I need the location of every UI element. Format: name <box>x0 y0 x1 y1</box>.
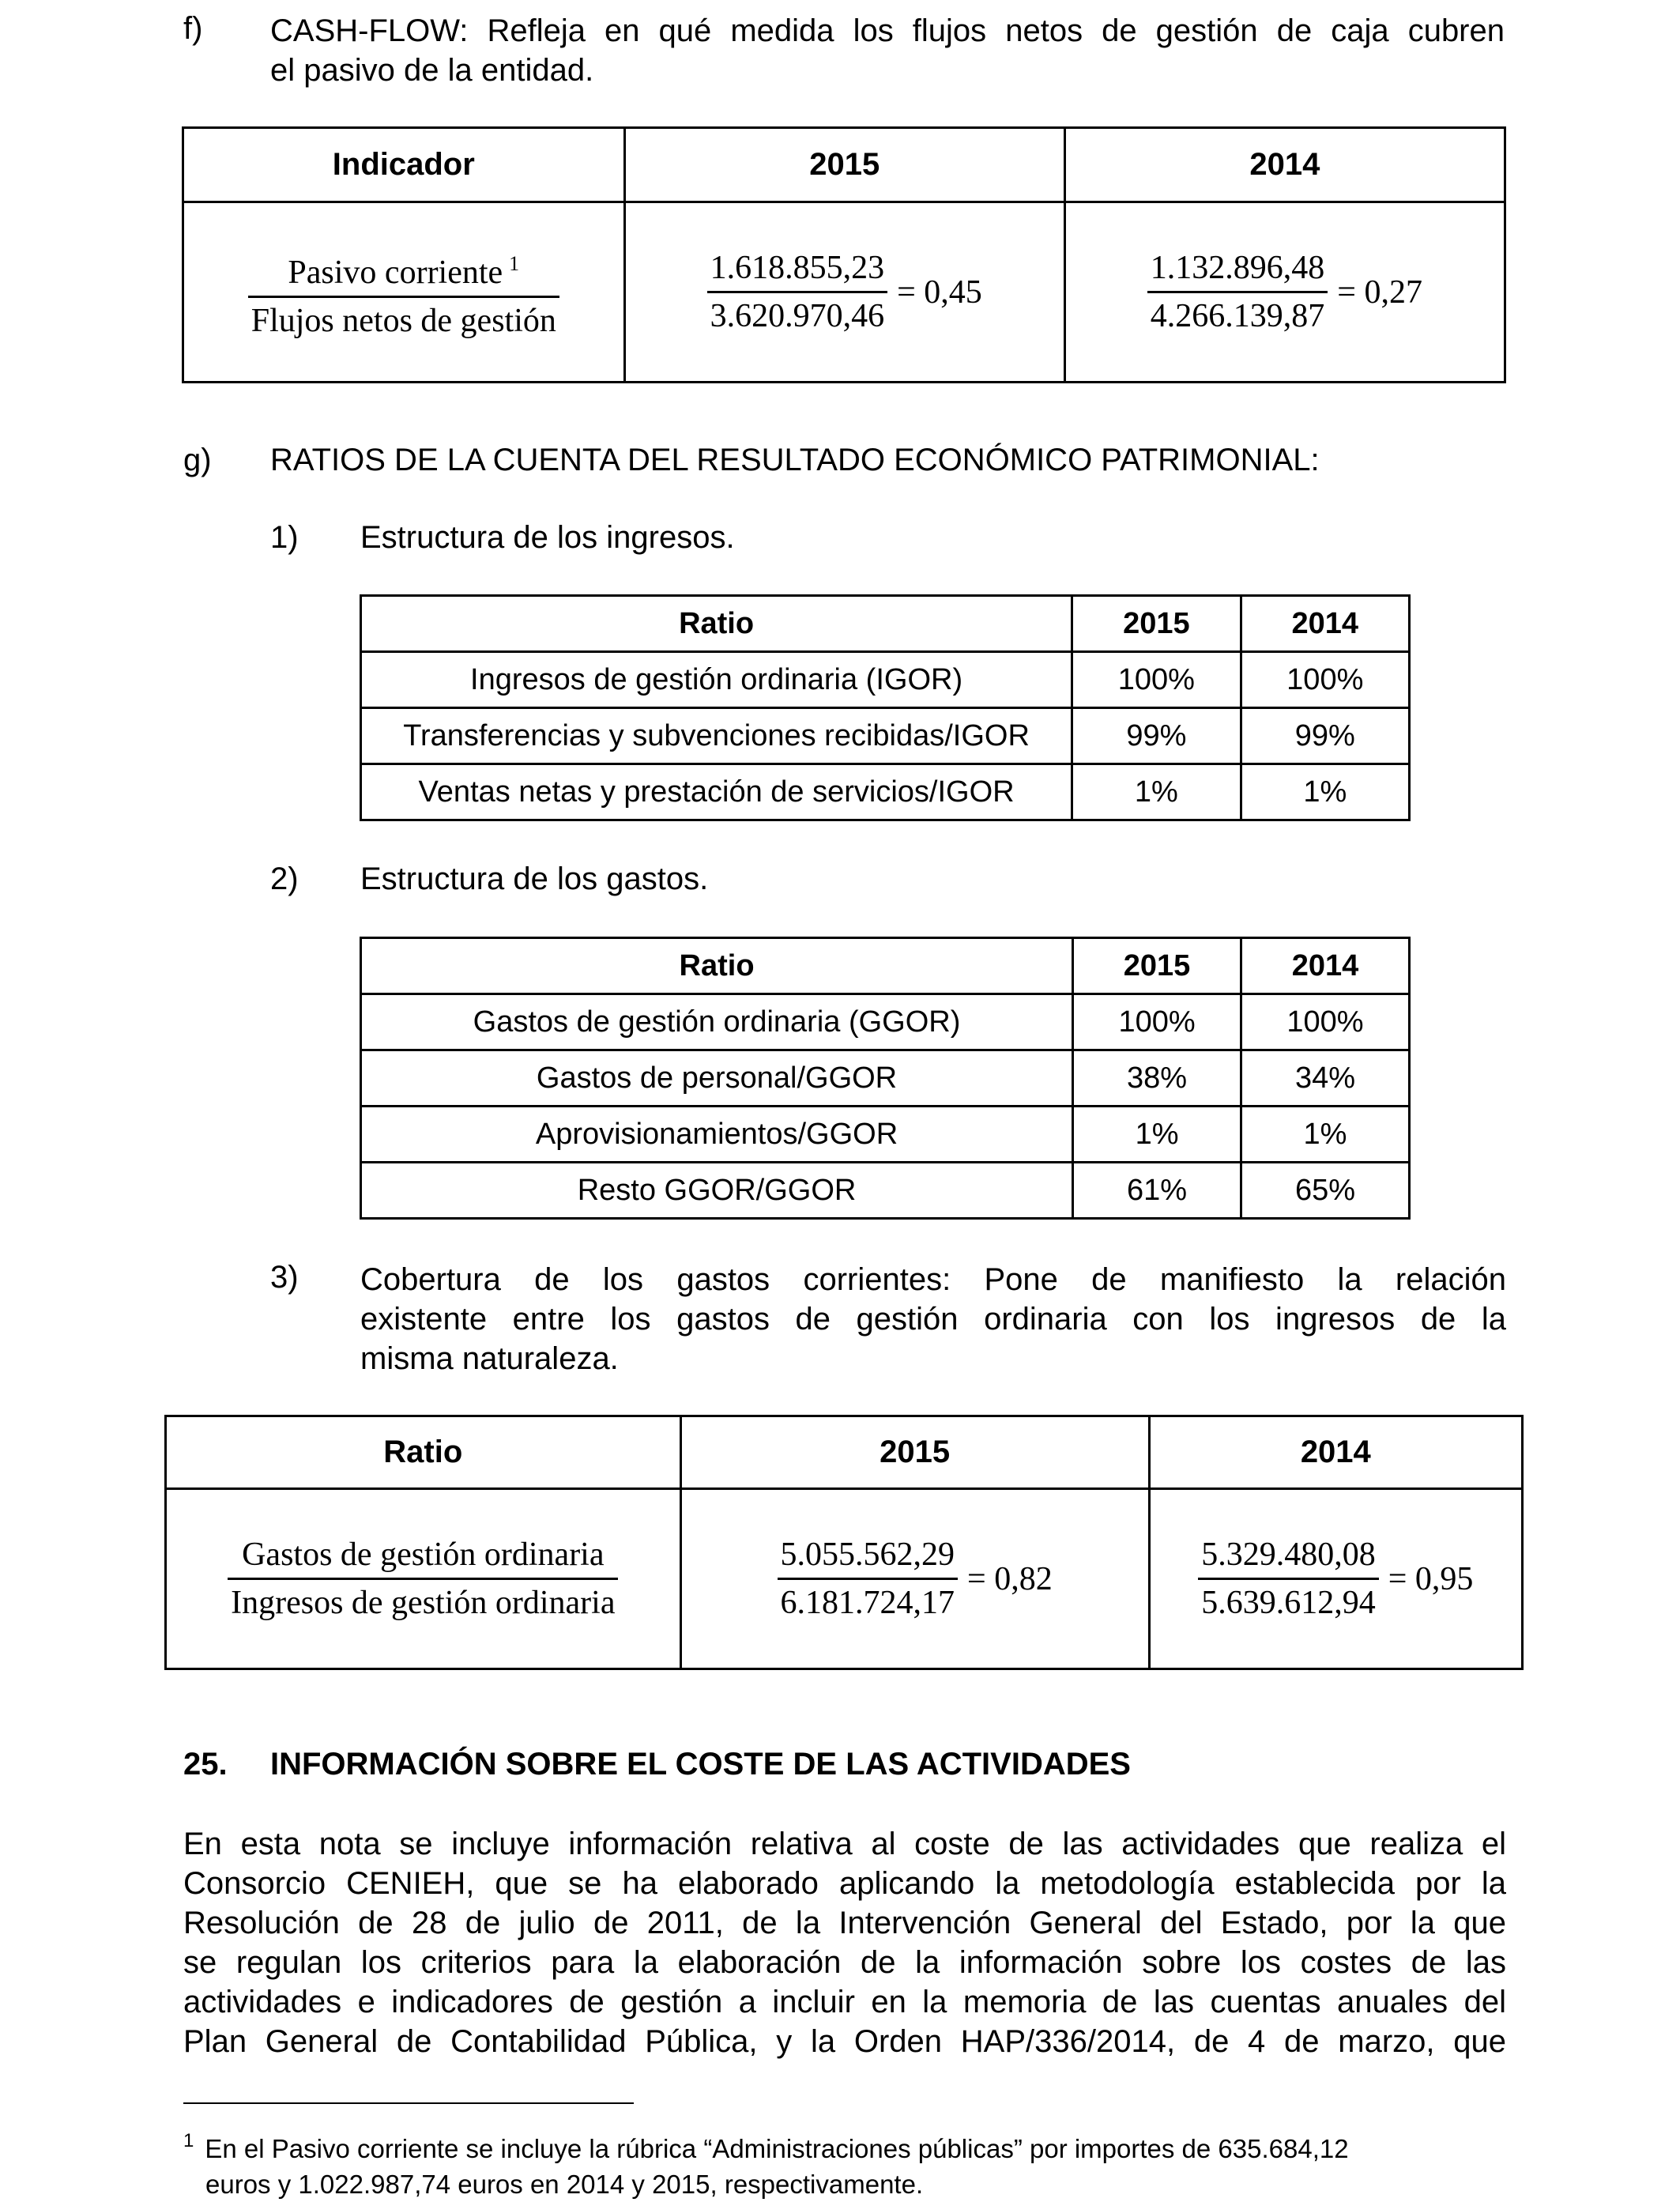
table-row <box>361 994 1410 1050</box>
cobertura-2015-formula <box>680 1489 1149 1669</box>
ingresos-row-2-2015: 99% <box>1072 708 1241 764</box>
section-g-label: g) <box>183 443 212 477</box>
gastos-row-4-name: Resto GGOR/GGOR <box>361 1163 1073 1219</box>
ingresos-header-ratio: Ratio <box>361 596 1072 652</box>
gastos-row-2-name: Gastos de personal/GGOR <box>361 1050 1073 1107</box>
footnote <box>183 2123 1527 2202</box>
cobertura-line-1: Cobertura de los gastos corrientes: Pone de manifiesto la relación <box>360 1262 1506 1297</box>
cobertura-table <box>164 1415 1524 1670</box>
section-g-title: RATIOS DE LA CUENTA DEL RESULTADO ECONÓMICO PATRIMONIAL: <box>270 443 1320 477</box>
gastos-title: Estructura de los gastos. <box>360 862 709 896</box>
ingresos-row-2-2014: 99% <box>1241 708 1409 764</box>
cashflow-header-2014: 2014 <box>1064 128 1505 202</box>
gastos-table <box>360 937 1411 1220</box>
footnote-marker: 1 <box>183 2130 194 2151</box>
section-25-body <box>183 1824 1506 2061</box>
cashflow-indicator-numerator: Pasivo corriente <box>288 254 503 291</box>
cobertura-2015-numerator: 5.055.562,29 <box>780 1536 955 1573</box>
gastos-row-3-2015: 1% <box>1073 1107 1241 1163</box>
gastos-row-2-2014: 34% <box>1241 1050 1410 1107</box>
gastos-row-1-name: Gastos de gestión ordinaria (GGOR) <box>361 994 1073 1050</box>
gastos-row-1-2014: 100% <box>1241 994 1410 1050</box>
footnote-line-1: En el Pasivo corriente se incluye la rúbrica “Administraciones públicas” por importes de 635.684,12 <box>205 2134 1349 2163</box>
cashflow-2014-formula <box>1064 202 1505 383</box>
table-row <box>361 652 1410 708</box>
cobertura-2014-denominator: 5.639.612,94 <box>1198 1578 1379 1621</box>
section-f-text <box>270 11 1505 90</box>
ingresos-header-2015: 2015 <box>1072 596 1241 652</box>
ingresos-label: 1) <box>270 520 299 555</box>
footnote-ref-1: 1 <box>509 251 520 275</box>
cobertura-header-2015: 2015 <box>680 1416 1149 1489</box>
cashflow-header-2015: 2015 <box>624 128 1064 202</box>
ingresos-title: Estructura de los ingresos. <box>360 520 735 555</box>
gastos-label: 2) <box>270 862 299 896</box>
cashflow-indicator-denominator: Flujos netos de gestión <box>248 296 559 339</box>
cobertura-header-2014: 2014 <box>1149 1416 1522 1489</box>
table-row <box>361 764 1410 820</box>
gastos-row-2-2015: 38% <box>1073 1050 1241 1107</box>
section-f-line-2: el pasivo de la entidad. <box>270 53 594 88</box>
ingresos-row-3-2014: 1% <box>1241 764 1409 820</box>
gastos-row-3-2014: 1% <box>1241 1107 1410 1163</box>
gastos-row-1-2015: 100% <box>1073 994 1241 1050</box>
table-row <box>361 1107 1410 1163</box>
cobertura-header-ratio: Ratio <box>166 1416 681 1489</box>
gastos-header-2014: 2014 <box>1241 938 1410 994</box>
cobertura-2014-numerator: 5.329.480,08 <box>1201 1536 1376 1573</box>
section-25-line-2: Consorcio CENIEH, que se ha elaborado aplicando la metodología establecida por la <box>183 1866 1506 1901</box>
ingresos-row-2-name: Transferencias y subvenciones recibidas/IGOR <box>361 708 1072 764</box>
section-f-line-1: CASH-FLOW: Refleja en qué medida los flujos netos de gestión de caja cubren <box>270 13 1505 48</box>
section-25-number: 25. <box>183 1747 228 1782</box>
ingresos-row-1-2014: 100% <box>1241 652 1409 708</box>
cashflow-2015-formula <box>624 202 1064 383</box>
gastos-row-4-2015: 61% <box>1073 1163 1241 1219</box>
cashflow-table <box>182 126 1506 383</box>
ingresos-row-1-name: Ingresos de gestión ordinaria (IGOR) <box>361 652 1072 708</box>
section-f-label: f) <box>183 11 203 46</box>
cobertura-2014-result: = 0,95 <box>1388 1560 1474 1597</box>
cashflow-2015-denominator: 3.620.970,46 <box>707 291 888 334</box>
cashflow-2014-result: = 0,27 <box>1337 273 1422 311</box>
ingresos-row-3-2015: 1% <box>1072 764 1241 820</box>
ingresos-header-2014: 2014 <box>1241 596 1409 652</box>
section-25-line-6: Plan General de Contabilidad Pública, y la Orden HAP/336/2014, de 4 de marzo, que <box>183 2024 1506 2059</box>
footnote-separator <box>183 2102 634 2104</box>
cashflow-2014-denominator: 4.266.139,87 <box>1147 291 1328 334</box>
cobertura-2015-result: = 0,82 <box>967 1560 1053 1597</box>
table-row <box>361 1163 1410 1219</box>
section-25-line-5: actividades e indicadores de gestión a incluir en la memoria de las cuentas anuales del <box>183 1985 1506 2019</box>
cobertura-ratio-formula <box>166 1489 681 1669</box>
cobertura-text <box>360 1260 1506 1378</box>
cobertura-label: 3) <box>270 1260 299 1295</box>
ingresos-row-1-2015: 100% <box>1072 652 1241 708</box>
cobertura-2015-denominator: 6.181.724,17 <box>778 1578 959 1621</box>
cashflow-header-indicador: Indicador <box>183 128 625 202</box>
cashflow-2015-numerator: 1.618.855,23 <box>710 250 885 286</box>
table-row <box>361 1050 1410 1107</box>
section-25-title: INFORMACIÓN SOBRE EL COSTE DE LAS ACTIVIDADES <box>270 1747 1131 1782</box>
ingresos-row-3-name: Ventas netas y prestación de servicios/IGOR <box>361 764 1072 820</box>
cashflow-indicator-formula <box>183 202 625 383</box>
gastos-row-3-name: Aprovisionamientos/GGOR <box>361 1107 1073 1163</box>
footnote-line-2: euros y 1.022.987,74 euros en 2014 y 2015, respectivamente. <box>205 2170 924 2199</box>
section-25-line-3: Resolución de 28 de julio de 2011, de la Intervención General del Estado, por la que <box>183 1906 1506 1940</box>
cashflow-2014-numerator: 1.132.896,48 <box>1150 250 1325 286</box>
cashflow-2015-result: = 0,45 <box>897 273 982 311</box>
section-25-line-1: En esta nota se incluye información relativa al coste de las actividades que realiza el <box>183 1827 1506 1861</box>
gastos-header-ratio: Ratio <box>361 938 1073 994</box>
ingresos-table <box>360 594 1411 821</box>
gastos-row-4-2014: 65% <box>1241 1163 1410 1219</box>
cobertura-line-3: misma naturaleza. <box>360 1341 619 1376</box>
cobertura-line-2: existente entre los gastos de gestión ordinaria con los ingresos de la <box>360 1302 1506 1337</box>
table-row <box>361 708 1410 764</box>
cobertura-ratio-denominator: Ingresos de gestión ordinaria <box>228 1578 618 1621</box>
cobertura-2014-formula <box>1149 1489 1522 1669</box>
gastos-header-2015: 2015 <box>1073 938 1241 994</box>
cobertura-ratio-numerator: Gastos de gestión ordinaria <box>242 1536 605 1573</box>
section-25-line-4: se regulan los criterios para la elaboración de la información sobre los costes de las <box>183 1945 1506 1980</box>
